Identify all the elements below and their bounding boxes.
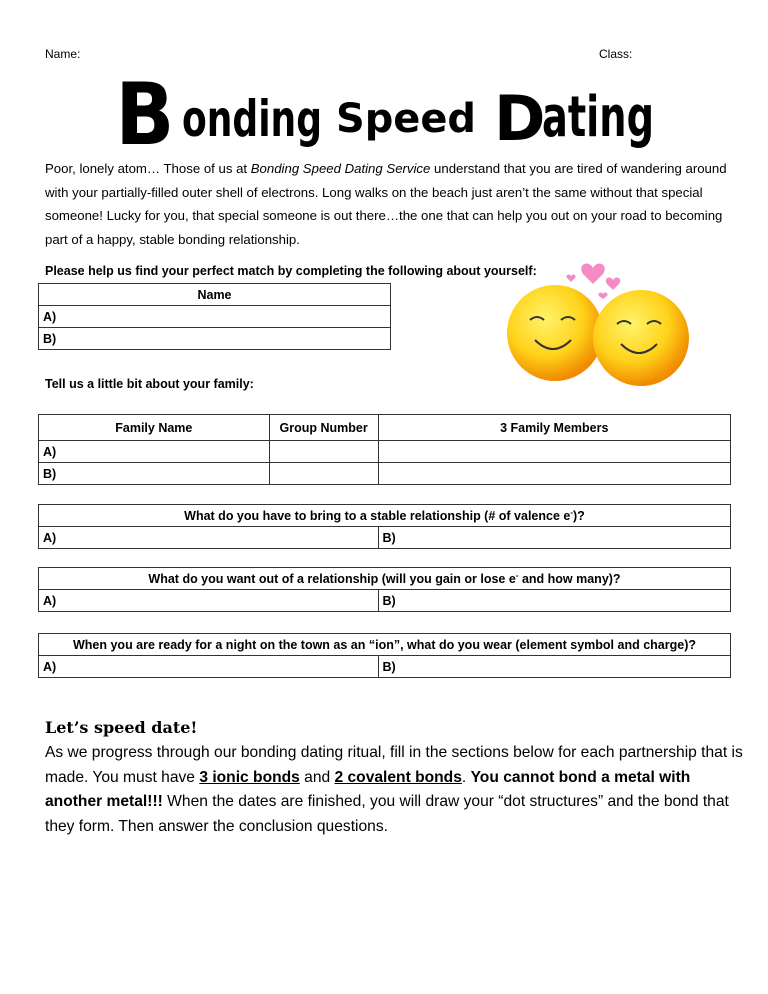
name-label: Name: [45, 47, 81, 61]
metal-warning: You cannot bond a metal with another metal!!! [45, 768, 691, 810]
family-members-header: 3 Family Members [378, 415, 730, 441]
family-prompt: Tell us a little bit about your family: [45, 377, 254, 391]
ion-answer-a[interactable]: A) [39, 656, 379, 678]
valence-question: What do you have to bring to a stable relationship (# of valence e-)? [39, 505, 731, 527]
valence-table [38, 504, 731, 549]
title-word-ating: ating [542, 85, 654, 150]
ion-question: When you are ready for a night on the town as an “ion”, what do you wear (element symbol and charge)? [39, 634, 731, 656]
family-members-cell-b[interactable] [378, 463, 730, 485]
want-table [38, 567, 731, 612]
covalent-bonds-requirement: 2 covalent bonds [334, 768, 462, 786]
family-table [38, 414, 731, 485]
intro-paragraph: Poor, lonely atom… Those of us at Bonding Speed Dating Service understand that you are tired of wandering around with your partially-filled outer shell of electrons. Long walks on the beach just aren’t the same without that special someone! Lucky for you, that special someone is out there…the one that can help you out on your road to becoming part of a happy, stable bonding relationship. [45, 161, 727, 247]
valence-answer-a[interactable]: A) [39, 527, 379, 549]
name-row-b[interactable]: B) [39, 328, 391, 350]
hugging-smileys-icon [505, 258, 695, 398]
name-row-a[interactable]: A) [39, 306, 391, 328]
ion-answer-b[interactable]: B) [378, 656, 731, 678]
title-word-speed: Speed [336, 96, 476, 142]
service-name: Bonding Speed Dating Service [250, 161, 431, 176]
title-letter-d: D [494, 82, 546, 155]
want-question: What do you want out of a relationship (will you gain or lose e- and how many)? [39, 568, 731, 590]
family-members-cell-a[interactable] [378, 441, 730, 463]
family-row-b[interactable]: B) [39, 463, 270, 485]
ion-table [38, 633, 731, 678]
valence-answer-b[interactable]: B) [378, 527, 731, 549]
group-number-cell-b[interactable] [269, 463, 378, 485]
page-title [110, 65, 670, 166]
group-number-header: Group Number [269, 415, 378, 441]
family-row-a[interactable]: A) [39, 441, 270, 463]
about-prompt: Please help us find your perfect match by completing the following about yourself: [45, 264, 537, 278]
want-answer-a[interactable]: A) [39, 590, 379, 612]
name-table [38, 283, 391, 350]
family-name-header: Family Name [39, 415, 270, 441]
title-word-onding: onding [182, 90, 322, 148]
speed-date-heading: Let’s speed date! [45, 718, 198, 737]
group-number-cell-a[interactable] [269, 441, 378, 463]
title-letter-b: B [115, 65, 175, 166]
ionic-bonds-requirement: 3 ionic bonds [199, 768, 300, 786]
name-column-header: Name [39, 284, 391, 306]
speed-date-instructions: As we progress through our bonding dating ritual, fill in the sections below for each partnership that is made. You must have 3 ionic bonds and 2 covalent bonds. You cannot bond a metal with another metal!!! When the dates are finished, you will draw your “dot structures” and the bond that they form. Then answer the conclusion questions. [45, 744, 743, 835]
class-label: Class: [599, 47, 633, 61]
want-answer-b[interactable]: B) [378, 590, 731, 612]
